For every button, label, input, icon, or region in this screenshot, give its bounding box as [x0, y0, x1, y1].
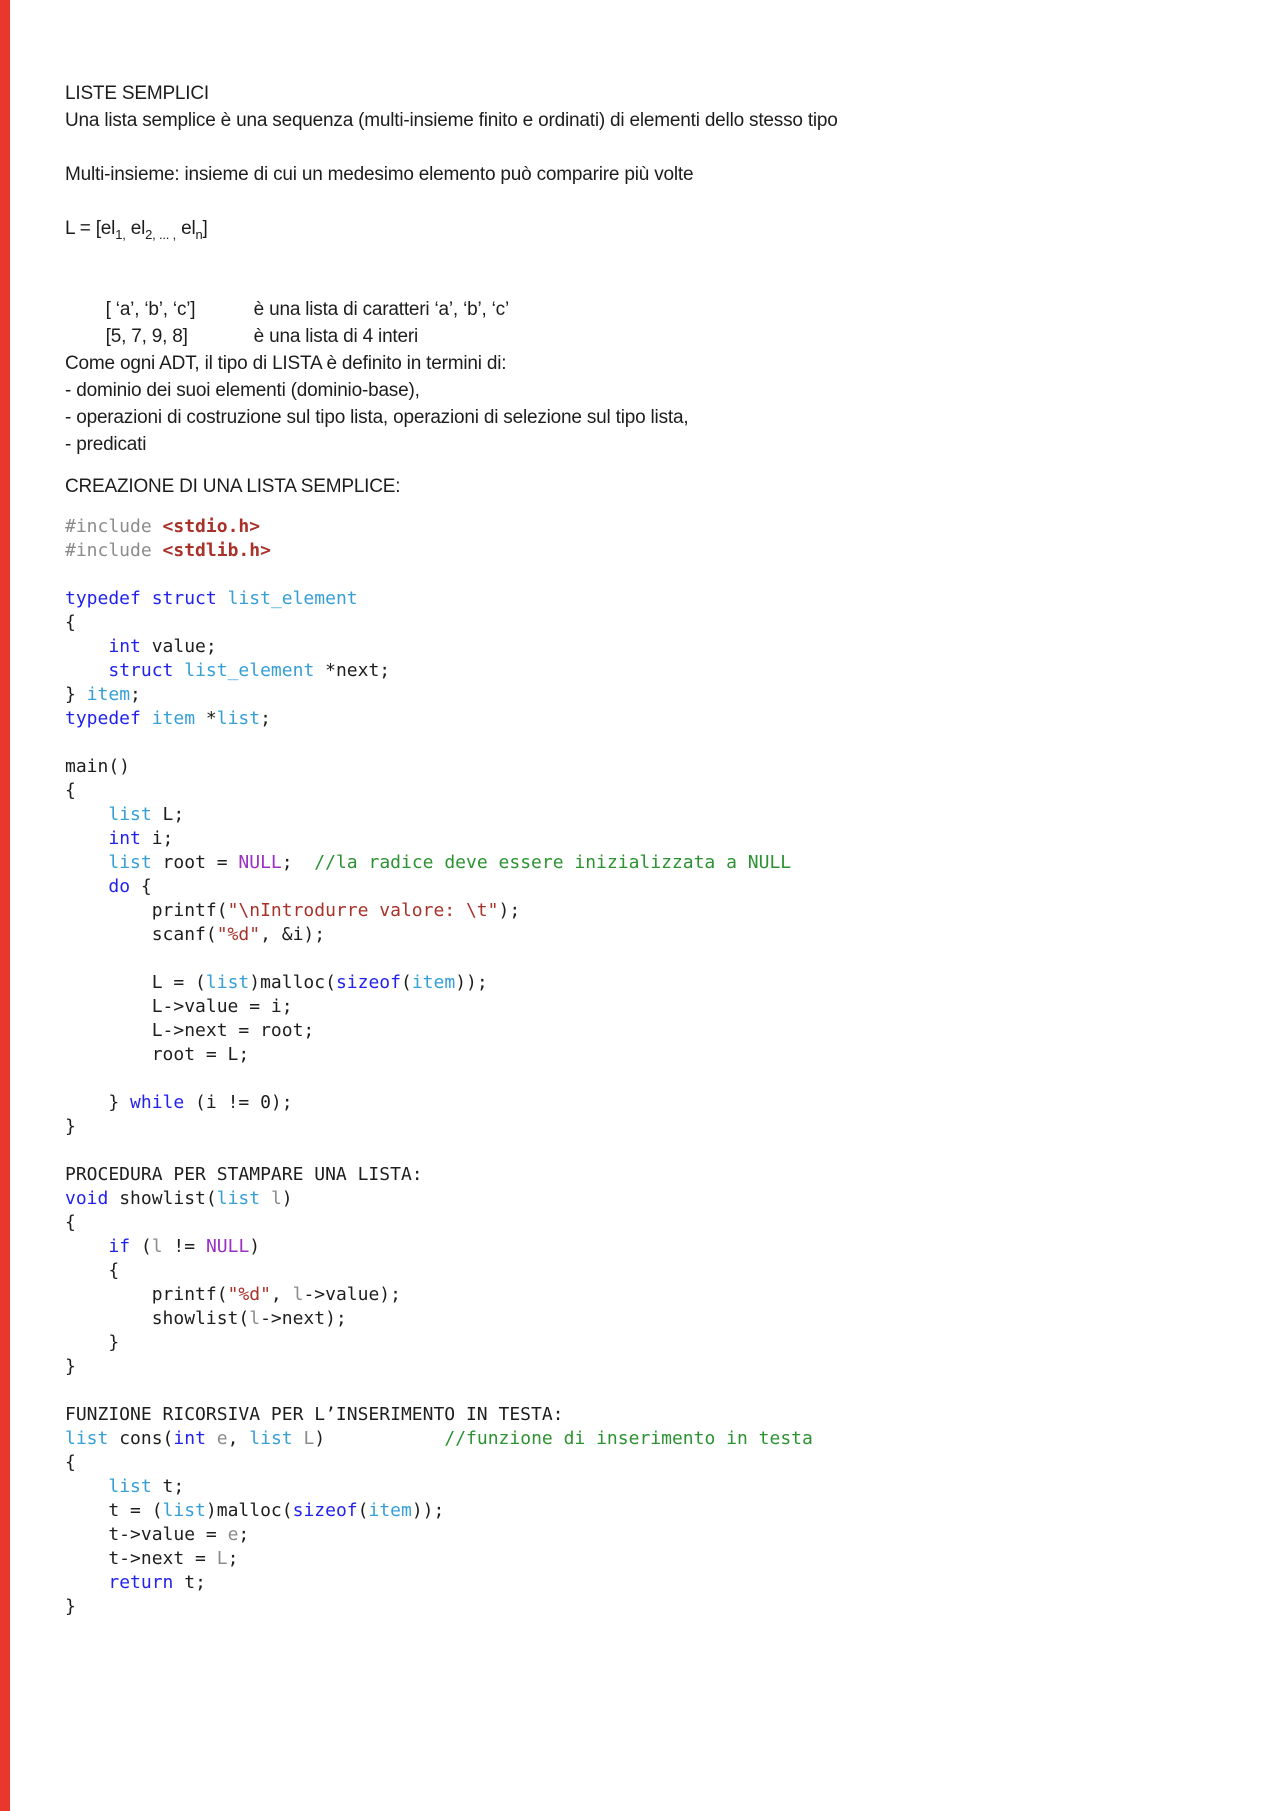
adt-item-predicati: - predicati: [65, 434, 147, 455]
code-token: {: [65, 780, 76, 801]
code-token: )malloc(: [205, 1500, 293, 1521]
code-token: item: [368, 1500, 412, 1521]
code-token: //funzione di inserimento in testa: [444, 1428, 813, 1449]
formula-text: el: [125, 218, 146, 239]
code-token: L = (: [65, 972, 206, 993]
code-token: *: [195, 708, 217, 729]
code-token: t;: [173, 1572, 206, 1593]
code-line: [65, 1571, 1215, 1595]
code-token: {: [65, 1260, 120, 1281]
code-token: [206, 1428, 217, 1449]
code-token: int: [108, 828, 141, 849]
code-line: [65, 947, 1215, 971]
example-list-ints: [5, 7, 9, 8]: [105, 326, 188, 347]
code-token: list_element: [227, 588, 358, 609]
code-token: ;: [227, 1548, 239, 1569]
code-token: showlist(: [65, 1308, 250, 1329]
code-line: [65, 587, 1215, 611]
code-token: L;: [151, 804, 185, 825]
formula-text: ]: [202, 218, 208, 239]
code-token: list: [108, 804, 152, 825]
code-token: ;: [281, 852, 315, 873]
code-line: [65, 827, 1215, 851]
code-token: struct: [108, 660, 174, 681]
code-line: [65, 1235, 1215, 1259]
code-line: [65, 1403, 1215, 1427]
code-token: item: [411, 972, 456, 993]
code-token: list: [108, 852, 152, 873]
code-line: [65, 1355, 1215, 1379]
code-token: ;: [260, 708, 271, 729]
code-token: }: [65, 1092, 131, 1113]
code-token: i;: [140, 828, 174, 849]
code-token: scanf(: [65, 924, 217, 945]
blank-line: [65, 134, 1215, 161]
adt-item-operazioni: - operazioni di costruzione sul tipo lista, operazioni di selezione sul tipo lista,: [65, 407, 689, 428]
code-token: list: [65, 1428, 109, 1449]
code-token: "\nIntrodurre valore: \t": [227, 900, 499, 921]
code-token: sizeof: [335, 972, 401, 993]
code-line: [65, 1475, 1215, 1499]
code-token: l: [249, 1308, 261, 1329]
code-token: NULL: [238, 852, 282, 873]
code-token: (: [130, 1236, 152, 1257]
code-token: (: [400, 972, 412, 993]
code-token: }: [65, 1596, 76, 1617]
example-desc-ints: è una lista di 4 interi: [253, 326, 419, 347]
code-token: [65, 828, 108, 849]
code-token: item: [151, 708, 196, 729]
code-token: ;: [130, 684, 141, 705]
code-line: [65, 539, 1215, 563]
code-token: {: [65, 1212, 76, 1233]
code-line: [65, 1187, 1215, 1211]
example-desc-chars: è una lista di caratteri ‘a’, ‘b’, ‘c’: [253, 299, 509, 320]
code-line: [65, 995, 1215, 1019]
code-token: [65, 660, 108, 681]
code-token: <stdio.h>: [162, 516, 261, 537]
code-token: [65, 804, 108, 825]
code-line: [65, 1451, 1215, 1475]
formula-text: el: [176, 218, 196, 239]
spacer: [65, 458, 1215, 473]
multiset-paragraph: Multi-insieme: insieme di cui un medesimo elemento può comparire più volte: [65, 164, 694, 185]
code-line: [65, 1091, 1215, 1115]
code-line: [65, 1523, 1215, 1547]
code-token: ->next);: [260, 1308, 347, 1329]
code-token: (i != 0);: [184, 1092, 293, 1113]
code-token: t = (: [65, 1500, 163, 1521]
code-token: #include: [65, 540, 163, 561]
code-token: l: [292, 1284, 304, 1305]
code-token: ,: [227, 1428, 250, 1449]
code-token: }: [65, 1356, 76, 1377]
code-token: [65, 876, 108, 897]
code-token: "%d": [227, 1284, 271, 1305]
code-token: showlist(: [108, 1188, 217, 1209]
code-token: printf(: [65, 900, 228, 921]
code-token: do: [108, 876, 131, 897]
code-line: [65, 803, 1215, 827]
code-line: [65, 611, 1215, 635]
adt-item-dominio: - dominio dei suoi elementi (dominio-base),: [65, 380, 420, 401]
code-token: sizeof: [292, 1500, 358, 1521]
code-token: list: [216, 1188, 261, 1209]
code-line: [65, 1139, 1215, 1163]
example-row: [65, 269, 1215, 320]
code-token: int: [173, 1428, 206, 1449]
code-token: root = L;: [65, 1044, 250, 1065]
code-line: [65, 563, 1215, 587]
code-token: [65, 1476, 108, 1497]
code-line: [65, 707, 1215, 731]
code-line: [65, 1379, 1215, 1403]
code-token: t->value =: [65, 1524, 228, 1545]
definition-paragraph: Una lista semplice è una sequenza (multi-insieme finito e ordinati) di elementi dello stesso tipo: [65, 110, 838, 131]
code-line: [65, 875, 1215, 899]
code-token: struct: [151, 588, 217, 609]
code-token: list: [108, 1476, 152, 1497]
intro-section: [65, 80, 1215, 500]
blank-line: [65, 188, 1215, 215]
code-line: [65, 899, 1215, 923]
formula-text: L = [el: [65, 218, 116, 239]
code-line: [65, 515, 1215, 539]
code-block: [65, 515, 1215, 1619]
code-token: root =: [151, 852, 239, 873]
code-token: }: [65, 684, 87, 705]
code-token: [65, 1236, 108, 1257]
code-line: [65, 1331, 1215, 1355]
code-line: [65, 683, 1215, 707]
code-token: );: [498, 900, 521, 921]
code-line: [65, 1259, 1215, 1283]
code-token: L->value = i;: [65, 996, 293, 1017]
left-edge-bar: [0, 0, 10, 1811]
code-token: l: [270, 1188, 282, 1209]
code-token: , &i);: [260, 924, 326, 945]
code-token: t->next =: [65, 1548, 217, 1569]
code-token: [293, 1428, 304, 1449]
code-token: <stdlib.h>: [162, 540, 271, 561]
code-token: [141, 708, 152, 729]
code-token: (: [357, 1500, 369, 1521]
formula-subscript: 1,: [115, 226, 126, 242]
example-list-chars: [ ‘a’, ‘b’, ‘c’]: [105, 299, 196, 320]
code-token: ;: [238, 1524, 250, 1545]
blank-line: [65, 242, 1215, 269]
code-token: ->value);: [303, 1284, 401, 1305]
code-token: int: [108, 636, 141, 657]
code-token: if: [108, 1236, 131, 1257]
code-line: [65, 1499, 1215, 1523]
code-line: [65, 1547, 1215, 1571]
code-token: [141, 588, 152, 609]
section-title-creazione: CREAZIONE DI UNA LISTA SEMPLICE:: [65, 476, 401, 497]
code-token: ): [281, 1188, 293, 1209]
code-token: L: [216, 1548, 228, 1569]
code-line: [65, 1595, 1215, 1619]
code-token: ): [249, 1236, 261, 1257]
code-line: [65, 1163, 1215, 1187]
code-token: ): [314, 1428, 445, 1449]
code-token: [65, 636, 108, 657]
code-token: [217, 588, 228, 609]
code-token: list: [249, 1428, 293, 1449]
code-token: #include: [65, 516, 163, 537]
code-token: [173, 660, 184, 681]
code-line: [65, 1019, 1215, 1043]
code-token: ));: [411, 1500, 445, 1521]
code-line: [65, 1115, 1215, 1139]
code-token: void: [65, 1188, 109, 1209]
code-line: [65, 779, 1215, 803]
code-token: l: [151, 1236, 163, 1257]
code-token: {: [65, 612, 76, 633]
code-token: //la radice deve essere inizializzata a NULL: [314, 852, 792, 873]
code-token: [65, 852, 108, 873]
code-token: list: [205, 972, 250, 993]
code-token: PROCEDURA PER STAMPARE UNA LISTA:: [65, 1164, 423, 1185]
code-token: e: [227, 1524, 239, 1545]
code-token: !=: [162, 1236, 206, 1257]
code-token: value;: [140, 636, 217, 657]
code-token: list: [216, 708, 261, 729]
code-token: item: [86, 684, 131, 705]
code-token: FUNZIONE RICORSIVA PER L’INSERIMENTO IN TESTA:: [65, 1404, 564, 1425]
code-token: NULL: [205, 1236, 250, 1257]
doc-title: LISTE SEMPLICI: [65, 83, 209, 104]
code-token: [260, 1188, 271, 1209]
code-line: [65, 635, 1215, 659]
list-formula: [65, 215, 1215, 242]
code-token: list: [162, 1500, 206, 1521]
code-line: [65, 1043, 1215, 1067]
code-token: cons(: [108, 1428, 174, 1449]
page-content: [65, 80, 1215, 1619]
code-line: [65, 1427, 1215, 1451]
code-token: ,: [270, 1284, 293, 1305]
code-token: return: [108, 1572, 174, 1593]
code-token: printf(: [65, 1284, 228, 1305]
code-line: [65, 1067, 1215, 1091]
code-line: [65, 1307, 1215, 1331]
code-line: [65, 851, 1215, 875]
code-token: typedef: [65, 588, 141, 609]
formula-subscript: n: [195, 226, 203, 242]
code-token: *next;: [314, 660, 391, 681]
code-token: {: [65, 1452, 76, 1473]
code-token: )malloc(: [249, 972, 336, 993]
code-line: [65, 731, 1215, 755]
code-line: [65, 659, 1215, 683]
code-line: [65, 923, 1215, 947]
code-token: ));: [455, 972, 488, 993]
code-token: t;: [151, 1476, 185, 1497]
code-token: L: [303, 1428, 315, 1449]
code-line: [65, 971, 1215, 995]
code-token: }: [65, 1116, 76, 1137]
code-token: [65, 1572, 108, 1593]
adt-intro: Come ogni ADT, il tipo di LISTA è definito in termini di:: [65, 353, 507, 374]
code-token: }: [65, 1332, 120, 1353]
code-line: [65, 1211, 1215, 1235]
code-token: main(): [65, 756, 131, 777]
code-token: "%d": [216, 924, 261, 945]
formula-subscript: 2, ... ,: [145, 226, 177, 242]
code-token: {: [130, 876, 152, 897]
code-token: L->next = root;: [65, 1020, 315, 1041]
code-token: list_element: [184, 660, 315, 681]
code-token: while: [130, 1092, 185, 1113]
code-token: e: [216, 1428, 228, 1449]
code-line: [65, 1283, 1215, 1307]
code-line: [65, 755, 1215, 779]
code-token: typedef: [65, 708, 141, 729]
